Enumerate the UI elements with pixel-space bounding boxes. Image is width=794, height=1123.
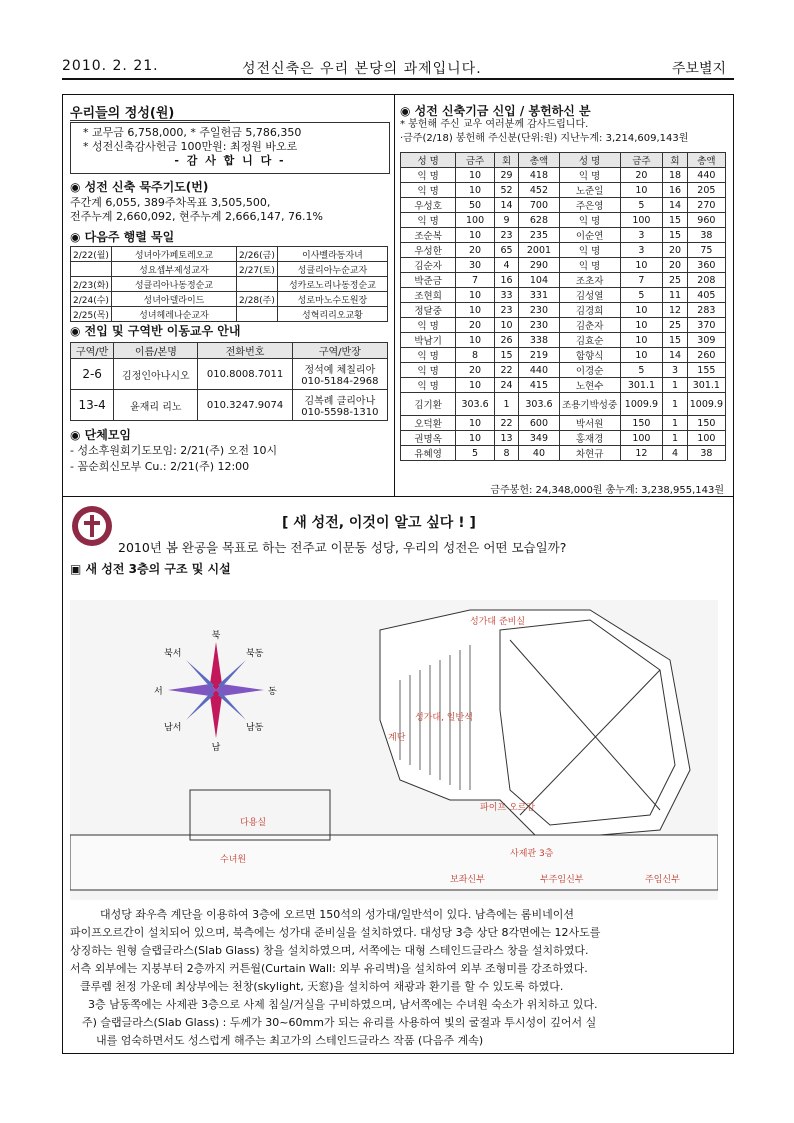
table-row: 2/22(월) 성녀아가페토레오교 2/26(금) 이사벨라동자녀: [71, 247, 388, 262]
table-cell: 김성열: [559, 288, 620, 303]
table-cell: 홍재경: [559, 431, 620, 446]
meetings-title: 단체모임: [84, 428, 132, 442]
table-cell: 349: [519, 431, 559, 446]
pilgrimage-title: 다음주 행렬 묵일: [84, 230, 175, 244]
table-cell: 5: [620, 198, 663, 213]
table-cell: 주은영: [559, 198, 620, 213]
article-paragraph: 3층 남동쪽에는 사제관 3층으로 사제 침실/거실을 구비하였으며, 남서쪽에는 수녀원 숙소가 위치하고 있다.: [88, 998, 598, 1011]
table-cell: 301.1: [687, 378, 725, 393]
table-cell: 208: [687, 273, 725, 288]
table-row: [401, 378, 726, 393]
table-cell: 5: [456, 446, 495, 461]
table-cell: 338: [519, 333, 559, 348]
article-paragraph: 대성당 좌우측 계단을 이용하여 3층에 오르면 150석의 성가대/일반석이 있다. 남측에는 롬비네이션: [100, 908, 574, 921]
article-paragraph: 클루렘 천정 가운데 최상부에는 천창(skylight, 天窓)을 설치하여 채광과 환기를 할 수 있도록 하였다.: [80, 980, 564, 993]
offering-line-1: * 교무금 6,758,000, * 주일헌금 5,786,350: [83, 126, 302, 139]
table-cell: 405: [687, 288, 725, 303]
issue-date: 2010. 2. 21.: [62, 58, 159, 74]
logo-cross-horizontal: [84, 521, 100, 525]
table-cell: 7: [620, 273, 663, 288]
table-row: [401, 183, 726, 198]
table-cell: 정달중: [401, 303, 456, 318]
table-cell: 150: [687, 416, 725, 431]
table-row: [401, 273, 726, 288]
table-cell: 29: [494, 168, 518, 183]
header-label: 주보별지: [671, 61, 726, 77]
table-cell: 이순연: [559, 228, 620, 243]
table-cell: 1009.9: [620, 393, 663, 416]
table-cell: 418: [519, 168, 559, 183]
donations-note-1: * 봉헌해 주신 교우 여러분께 감사드립니다.: [400, 119, 589, 130]
table-cell: 10: [456, 416, 495, 431]
room-label: 부주임신부: [540, 875, 584, 885]
offering-title-box: [70, 102, 230, 121]
table-cell: 960: [687, 213, 725, 228]
offering-line-2: * 성전신축감사헌금 100만원: 최정원 바오로: [83, 140, 298, 153]
donations-note-2: ·금주(2/18) 봉헌해 주신분(단위:원) 지난누계: 3,214,609,143원: [400, 133, 689, 144]
table-row: [401, 213, 726, 228]
room-label: 성가대 준비실: [470, 617, 526, 627]
table-cell: 10: [456, 431, 495, 446]
table-row: [401, 258, 726, 273]
table-cell: 75: [687, 243, 725, 258]
table-cell: 20: [456, 318, 495, 333]
table-cell: 유혜영: [401, 446, 456, 461]
table-cell: 권명옥: [401, 431, 456, 446]
table-cell: 26: [494, 333, 518, 348]
table-cell: 20: [456, 243, 495, 258]
table-cell: 4: [494, 258, 518, 273]
compass-label: 서: [154, 687, 163, 697]
table-row: [401, 393, 726, 416]
table-cell: 4: [663, 446, 688, 461]
table-cell: 290: [519, 258, 559, 273]
room-label: 파이프 오르간: [480, 803, 536, 813]
table-cell: 15: [663, 228, 688, 243]
header-motto: 성전신축은 우리 본당의 과제입니다.: [242, 61, 482, 77]
table-cell: 익 명: [559, 243, 620, 258]
table-cell: 22: [494, 363, 518, 378]
table-cell: 309: [687, 333, 725, 348]
table-cell: 104: [519, 273, 559, 288]
table-cell: 12: [620, 446, 663, 461]
article-section: ▣ 새 성전 3층의 구조 및 시설: [70, 562, 231, 576]
newcomers-section: [70, 322, 240, 339]
table-cell: 익 명: [559, 258, 620, 273]
table-row: [401, 363, 726, 378]
prayer-line-2: 전주누계 2,660,092, 현주누계 2,666,147, 76.1%: [70, 210, 323, 223]
table-cell: 20: [456, 363, 495, 378]
table-cell: 10: [620, 318, 663, 333]
bullet-icon: ◉: [70, 230, 85, 244]
donations-section: [400, 102, 591, 119]
table-cell: 25: [663, 273, 688, 288]
table-cell: 익 명: [401, 213, 456, 228]
table-cell: 조초자: [559, 273, 620, 288]
table-cell: 김효순: [559, 333, 620, 348]
table-row: [401, 446, 726, 461]
table-cell: 김춘자: [559, 318, 620, 333]
table-cell: 20: [620, 168, 663, 183]
table-row: [401, 416, 726, 431]
lower-wing: [70, 835, 718, 890]
table-cell: 12: [663, 303, 688, 318]
offering-thanks: - 감 사 합 니 다 -: [174, 154, 286, 167]
table-cell: 차현규: [559, 446, 620, 461]
meeting-line-1: - 성소후원회기도모임: 2/21(주) 오전 10시: [70, 444, 278, 457]
table-cell: 김기환: [401, 393, 456, 416]
table-cell: 박서원: [559, 416, 620, 431]
table-cell: 452: [519, 183, 559, 198]
floor-plan: [70, 600, 718, 900]
table-cell: 24: [494, 378, 518, 393]
table-cell: 10: [620, 348, 663, 363]
table-cell: 20: [663, 243, 688, 258]
table-cell: 1: [663, 416, 688, 431]
table-cell: 13: [494, 431, 518, 446]
table-cell: 9: [494, 213, 518, 228]
table-cell: 303.6: [456, 393, 495, 416]
meetings-section: [70, 426, 131, 443]
donations-title: 성전 신축기금 신입 / 봉헌하신 분: [414, 104, 591, 118]
table-cell: 219: [519, 348, 559, 363]
compass-label: 남: [211, 743, 221, 753]
table-row: [401, 348, 726, 363]
room-label: 보좌신부: [450, 875, 485, 885]
table-cell: 38: [687, 446, 725, 461]
pilgrimage-table: [70, 246, 388, 322]
table-row: [401, 243, 726, 258]
table-cell: 700: [519, 198, 559, 213]
table-cell: 익 명: [401, 168, 456, 183]
compass-label: 남서: [164, 723, 182, 733]
table-row: 2/24(수) 성녀아델라이드 2/28(주) 성로마노수도원장: [71, 292, 388, 307]
table-cell: 415: [519, 378, 559, 393]
compass-label: 북: [211, 631, 221, 641]
table-cell: 22: [494, 416, 518, 431]
table-cell: 23: [494, 303, 518, 318]
table-cell: 16: [663, 183, 688, 198]
table-cell: 오덕환: [401, 416, 456, 431]
donations-table: [400, 152, 726, 461]
table-row: 2/25(목) 성녀헤레나순교자 성혁리리오교황: [71, 307, 388, 322]
table-cell: 440: [519, 363, 559, 378]
table-cell: 30: [456, 258, 495, 273]
article-paragraph: 내를 엄숙하면서도 성스럽게 해주는 최고가의 스테인드글라스 작품 (다음주 계속): [96, 1034, 484, 1047]
table-row: [401, 228, 726, 243]
table-cell: 이경순: [559, 363, 620, 378]
table-cell: 7: [456, 273, 495, 288]
table-cell: 10: [494, 318, 518, 333]
table-cell: 100: [687, 431, 725, 446]
table-cell: 38: [687, 228, 725, 243]
table-cell: 10: [456, 333, 495, 348]
bullet-icon: ◉: [70, 428, 85, 442]
header-rule: [62, 78, 734, 80]
table-cell: 10: [456, 288, 495, 303]
compass-label: 동: [268, 687, 277, 697]
table-cell: 628: [519, 213, 559, 228]
logo-cross-vertical: [90, 515, 94, 537]
table-cell: 1: [663, 378, 688, 393]
table-cell: 박남기: [401, 333, 456, 348]
article-title: [ 새 성전, 이것이 알고 싶다 ! ]: [282, 515, 476, 531]
pilgrimage-section: [70, 228, 174, 245]
table-cell: 52: [494, 183, 518, 198]
table-row: [401, 333, 726, 348]
prayer-line-1: 주간계 6,055, 389주차목표 3,505,500,: [70, 196, 271, 209]
room-label: 사제관 3층: [510, 849, 554, 859]
table-cell: 230: [519, 303, 559, 318]
table-cell: 10: [456, 168, 495, 183]
table-cell: 10: [620, 303, 663, 318]
table-cell: 235: [519, 228, 559, 243]
table-row: [401, 303, 726, 318]
table-cell: 15: [663, 213, 688, 228]
compass-label: 남동: [246, 723, 264, 733]
table-cell: 100: [456, 213, 495, 228]
table-cell: 11: [663, 288, 688, 303]
table-cell: 283: [687, 303, 725, 318]
table-cell: 40: [519, 446, 559, 461]
article-paragraph: 상징하는 원형 슬랩글라스(Slab Glass) 창을 설치하였으며, 서쪽에는 대형 스테인드글라스 창을 설치하였다.: [70, 944, 589, 957]
table-cell: 조용기박성중: [559, 393, 620, 416]
table-cell: 10: [620, 333, 663, 348]
table-cell: 함향식: [559, 348, 620, 363]
table-cell: 230: [519, 318, 559, 333]
table-cell: 14: [663, 348, 688, 363]
article-paragraph: 파이프오르간이 설치되어 있으며, 북측에는 성가대 준비실을 설치하였다. 대성당 3층 상단 8각면에는 12사도를: [70, 926, 601, 939]
table-row: [401, 318, 726, 333]
table-cell: 익 명: [401, 363, 456, 378]
table-row: 성요셉부제성교자 2/27(토) 성클리아누순교자: [71, 262, 388, 277]
table-cell: 260: [687, 348, 725, 363]
offering-title: 우리들의 정성(원): [70, 106, 175, 121]
table-cell: 조순복: [401, 228, 456, 243]
newcomers-title: 전입 및 구역반 이동교우 안내: [84, 324, 241, 338]
table-row: 2-6 김정인아나시오 010.8008.7011 정석예 체칠리아 010-5184-2968: [71, 359, 388, 390]
table-cell: 100: [620, 431, 663, 446]
donations-footer: 금주봉헌: 24,348,000원 총누계: 3,238,955,143원: [490, 485, 724, 496]
bullet-icon: ◉: [70, 180, 85, 194]
table-cell: 10: [456, 183, 495, 198]
table-cell: 3: [620, 228, 663, 243]
table-cell: 15: [663, 333, 688, 348]
column-divider: [394, 94, 395, 496]
table-cell: 3: [620, 243, 663, 258]
prayer-title: 성전 신축 묵주기도(번): [84, 180, 209, 194]
table-row: [401, 198, 726, 213]
newcomers-table: [70, 342, 388, 421]
table-cell: 조현희: [401, 288, 456, 303]
table-cell: 155: [687, 363, 725, 378]
table-row: [401, 288, 726, 303]
table-cell: 10: [620, 258, 663, 273]
table-cell: 20: [663, 258, 688, 273]
table-cell: 3: [663, 363, 688, 378]
table-cell: 우성호: [401, 198, 456, 213]
table-cell: 김순자: [401, 258, 456, 273]
table-cell: 14: [663, 198, 688, 213]
table-cell: 65: [494, 243, 518, 258]
table-cell: 5: [620, 363, 663, 378]
table-cell: 박준금: [401, 273, 456, 288]
offering-box: [70, 122, 390, 174]
table-cell: 1: [494, 393, 518, 416]
table-cell: 33: [494, 288, 518, 303]
table-header-row: 성 명 금주 회 총액 성 명 금주 회 총액: [401, 153, 726, 168]
table-cell: 8: [456, 348, 495, 363]
table-cell: 331: [519, 288, 559, 303]
table-cell: 270: [687, 198, 725, 213]
table-row: [401, 431, 726, 446]
table-row: [401, 168, 726, 183]
table-cell: 5: [620, 288, 663, 303]
table-cell: 14: [494, 198, 518, 213]
table-cell: 16: [494, 273, 518, 288]
table-cell: 100: [620, 213, 663, 228]
table-cell: 10: [620, 183, 663, 198]
bullet-icon: ◉: [70, 324, 85, 338]
table-cell: 440: [687, 168, 725, 183]
table-cell: 우성한: [401, 243, 456, 258]
compass-label: 북서: [164, 649, 182, 659]
room-label: 계단: [388, 733, 406, 743]
table-cell: 50: [456, 198, 495, 213]
table-cell: 303.6: [519, 393, 559, 416]
table-cell: 1: [663, 431, 688, 446]
table-cell: 노현수: [559, 378, 620, 393]
article-paragraph: 주) 슬랩글라스(Slab Glass) : 두께가 30~60mm가 되는 유리를 사용하여 빛의 굴절과 투시성이 깊어서 실: [82, 1016, 597, 1029]
table-cell: 25: [663, 318, 688, 333]
prayer-section: [70, 178, 208, 195]
table-cell: 23: [494, 228, 518, 243]
table-cell: 익 명: [401, 378, 456, 393]
parish-logo: [70, 504, 114, 548]
table-cell: 205: [687, 183, 725, 198]
table-cell: 김경희: [559, 303, 620, 318]
article-paragraph: 서측 외부에는 지붕부터 2층까지 커튼월(Curtain Wall: 외부 유리벽)을 설치하여 외부 조형미를 강조하였다.: [70, 962, 588, 975]
table-cell: 익 명: [401, 183, 456, 198]
article-subtitle: 2010년 봄 완공을 목표로 하는 전주교 이문동 성당, 우리의 성전은 어떤 모습일까?: [118, 540, 567, 555]
room-label: 다용실: [240, 818, 267, 828]
table-cell: 2001: [519, 243, 559, 258]
table-cell: 10: [456, 303, 495, 318]
table-row: 2/23(화) 성클리아나동정순교 성카로노리나동정순교: [71, 277, 388, 292]
meeting-line-2: - 꼼순희신모부 Cu.: 2/21(주) 12:00: [70, 460, 250, 473]
table-cell: 360: [687, 258, 725, 273]
table-cell: 익 명: [559, 213, 620, 228]
room-label: 수녀원: [220, 855, 247, 865]
page-header: [62, 56, 734, 78]
table-header-row: 구역/반 이름/본명 전화번호 구역/반장: [71, 343, 388, 359]
table-cell: 익 명: [401, 318, 456, 333]
table-cell: 익 명: [401, 348, 456, 363]
table-cell: 10: [456, 378, 495, 393]
table-cell: 10: [456, 228, 495, 243]
room-label: 성가대, 일반석: [415, 713, 473, 723]
bullet-icon: ◉: [400, 104, 415, 118]
table-cell: 600: [519, 416, 559, 431]
table-cell: 1009.9: [687, 393, 725, 416]
table-cell: 150: [620, 416, 663, 431]
table-cell: 15: [494, 348, 518, 363]
table-cell: 301.1: [620, 378, 663, 393]
compass-label: 북동: [246, 649, 264, 659]
table-cell: 노준일: [559, 183, 620, 198]
table-cell: 18: [663, 168, 688, 183]
table-cell: 익 명: [559, 168, 620, 183]
table-cell: 370: [687, 318, 725, 333]
table-cell: 1: [663, 393, 688, 416]
table-row: 13-4 윤재리 리노 010.3247.9074 김복례 클리아나 010-5598-1310: [71, 390, 388, 421]
room-label: 주임신부: [645, 875, 680, 885]
table-cell: 8: [494, 446, 518, 461]
